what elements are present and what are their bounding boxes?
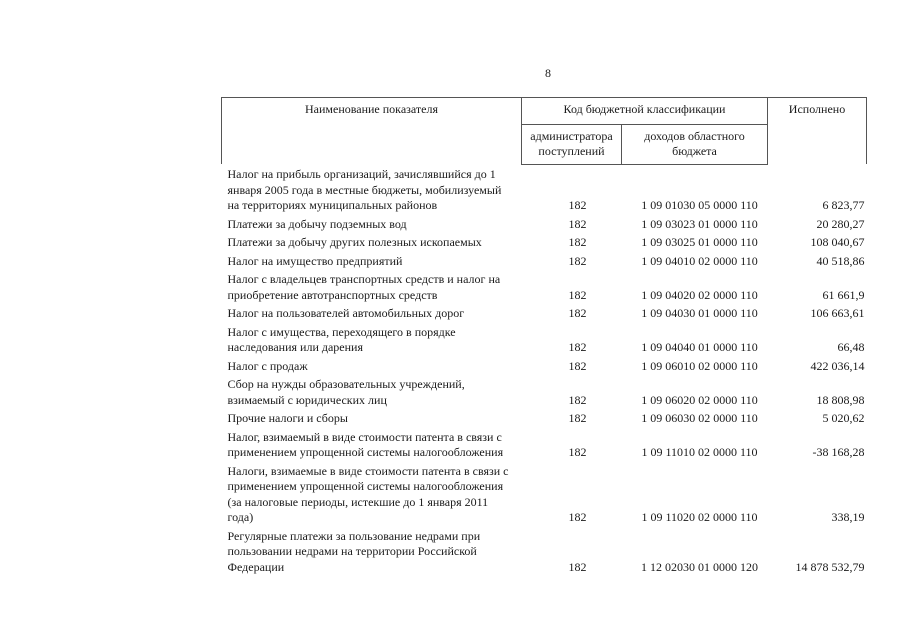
table-row: [222, 164, 867, 216]
row-value: 6 823,77: [822, 198, 865, 212]
row-admin: 182: [568, 510, 587, 524]
table-row: [222, 463, 867, 528]
row-value: 61 661,9: [822, 287, 865, 302]
row-admin: 182: [568, 253, 587, 268]
row-code: 1 09 04030 01 0000 110: [641, 306, 758, 320]
row-value: 422 036,14: [810, 358, 865, 373]
row-admin: 182: [568, 559, 587, 574]
row-code: 1 09 03023 01 0000 110: [641, 216, 758, 231]
row-name: Регулярные платежи за пользование недрами при пользовании недрами на территории Российской Федерации: [227, 528, 481, 574]
table-row: [222, 253, 867, 272]
row-admin: 182: [568, 287, 587, 302]
row-admin: 182: [568, 392, 587, 407]
row-admin: 182: [568, 235, 587, 249]
header-income: доходов областного бюджета: [622, 124, 768, 164]
row-code: 1 09 04010 02 0000 110: [641, 253, 758, 268]
row-name: Платежи за добычу других полезных ископаемых: [227, 235, 482, 249]
row-code: 1 09 04040 01 0000 110: [641, 340, 758, 354]
row-code: 1 12 02030 01 0000 120: [641, 559, 758, 574]
row-value: 338,19: [831, 510, 865, 524]
row-value: 5 020,62: [822, 411, 865, 425]
row-code: 1 09 06020 02 0000 110: [641, 392, 758, 407]
row-value: 18 808,98: [816, 392, 865, 407]
table-row: [222, 376, 867, 410]
header-name: Наименование показателя: [222, 98, 522, 125]
row-value: 40 518,86: [816, 253, 865, 268]
header-executed: Исполнено: [768, 98, 867, 125]
page-number: 8: [545, 66, 551, 80]
header-name-spacer: [222, 124, 522, 164]
table-row: [222, 358, 867, 377]
row-code: 1 09 06010 02 0000 110: [641, 358, 758, 373]
revenue-table: [221, 97, 867, 577]
header-admin: администратора поступлений: [522, 124, 622, 164]
row-name: Налог, взимаемый в виде стоимости патента в связи с применением упрощенной системы налогообложения: [227, 429, 504, 459]
row-name: Налог на прибыль организаций, зачислявшийся до 1 января 2005 года в местные бюджеты, мобилизуемый на территориях муниципальных районов: [227, 167, 502, 212]
row-admin: 182: [568, 411, 587, 425]
row-name: Налог с владельцев транспортных средств и налог на приобретение автотранспортных средств: [227, 272, 501, 302]
table-row: [222, 429, 867, 463]
row-name: Прочие налоги и сборы: [227, 411, 348, 425]
row-code: 1 09 04020 02 0000 110: [641, 287, 758, 302]
table-row: [222, 324, 867, 358]
row-admin: 182: [568, 306, 587, 320]
row-admin: 182: [568, 340, 587, 354]
row-name: Налог с продаж: [227, 358, 308, 373]
table-row: [222, 271, 867, 305]
table-row: [222, 234, 867, 253]
row-code: 1 09 03025 01 0000 110: [641, 235, 758, 249]
header-executed-spacer: [768, 124, 867, 164]
row-code: 1 09 01030 05 0000 110: [641, 198, 758, 212]
row-name: Налог на имущество предприятий: [227, 253, 403, 268]
row-value: 20 280,27: [816, 216, 865, 231]
row-admin: 182: [568, 216, 587, 231]
table-row: [222, 305, 867, 324]
row-admin: 182: [568, 198, 587, 212]
row-name: Налог с имущества, переходящего в порядке наследования или дарения: [227, 324, 456, 354]
row-name: Налог на пользователей автомобильных дорог: [227, 306, 465, 320]
row-name: Налоги, взимаемые в виде стоимости патента в связи с применением упрощенной системы налогообложения (за налоговые периоды, истекшие до 1 января 2011 года): [227, 463, 509, 524]
row-code: 1 09 11010 02 0000 110: [641, 445, 758, 459]
row-value: 14 878 532,79: [795, 559, 865, 574]
table-row: [222, 528, 867, 578]
row-value: 108 040,67: [810, 235, 865, 249]
row-code: 1 09 11020 02 0000 110: [641, 510, 758, 524]
table-row: [222, 410, 867, 429]
row-value: -38 168,28: [812, 445, 865, 459]
row-value: 106 663,61: [810, 306, 865, 320]
table-header: [222, 98, 867, 165]
header-code: Код бюджетной классификации: [522, 98, 768, 125]
row-name: Сбор на нужды образовательных учреждений, взимаемый с юридических лиц: [227, 377, 465, 407]
row-admin: 182: [568, 445, 587, 459]
row-name: Платежи за добычу подземных вод: [227, 216, 407, 231]
table-row: [222, 216, 867, 235]
row-value: 66,48: [837, 340, 865, 354]
row-code: 1 09 06030 02 0000 110: [641, 411, 758, 425]
row-admin: 182: [568, 358, 587, 373]
